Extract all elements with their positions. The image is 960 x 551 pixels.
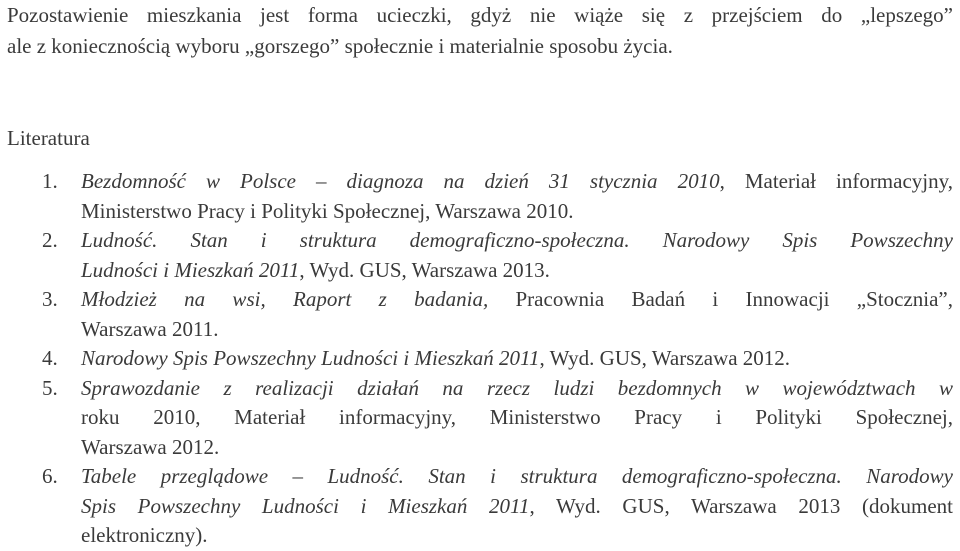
reference-details: Warszawa 2012. [81, 434, 220, 459]
reference-line [81, 433, 953, 463]
reference-details: , Wyd. GUS, Warszawa 2013. [299, 257, 550, 282]
reference-title: Ludności i Mieszkań 2011 [81, 257, 300, 282]
reference-line [81, 462, 953, 492]
reference-line [81, 315, 953, 345]
reference-item-3 [7, 285, 953, 344]
reference-details: roku 2010, Materiał informacyjny, Ministerstwo Pracy i Polityki Społecznej, [81, 405, 953, 429]
reference-item-5 [7, 374, 953, 463]
reference-line [81, 226, 953, 256]
reference-details: Pracownia Badań i Innowacji „Stocznia”, [488, 287, 953, 311]
document-page [7, 0, 954, 547]
reference-title: Bezdomność w Polsce – diagnoza na dzień 31 stycznia 2010 [81, 169, 720, 193]
intro-line-1: Pozostawienie mieszkania jest forma ucieczki, gdyż nie wiąże się z przejściem do „lepszego” [7, 3, 953, 27]
reference-line [81, 492, 953, 522]
reference-line [81, 256, 953, 286]
reference-title: Narodowy Spis Powszechny Ludności i Mieszkań 2011 [81, 346, 540, 370]
reference-item-2 [7, 226, 953, 285]
reference-details: , Materiał informacyjny, [719, 169, 954, 193]
reference-details: elektroniczny). [81, 523, 208, 547]
reference-item-1 [7, 167, 953, 226]
reference-number: 5. [42, 375, 58, 400]
reference-number: 2. [42, 228, 58, 252]
reference-number: 4. [42, 346, 58, 370]
reference-line [81, 344, 953, 374]
reference-line [81, 197, 953, 227]
reference-title: Sprawozdanie z realizacji działań na rzecz ludzi bezdomnych w województwach w [81, 375, 953, 400]
reference-title: Spis Powszechny Ludności i Mieszkań 2011 [81, 493, 530, 518]
reference-title: Młodzież na wsi, Raport z badania, [81, 287, 489, 311]
reference-details: Ministerstwo Pracy i Polityki Społecznej, Warszawa 2010. [81, 198, 574, 223]
reference-line [81, 285, 953, 315]
reference-number: 3. [42, 287, 58, 311]
reference-list [7, 167, 953, 551]
reference-number: 6. [42, 464, 58, 488]
reference-number: 1. [42, 169, 58, 193]
reference-line [81, 403, 953, 433]
intro-paragraph [7, 0, 953, 62]
reference-item-4 [7, 344, 953, 374]
reference-item-6 [7, 462, 953, 551]
reference-details: Warszawa 2011. [81, 316, 219, 341]
reference-title: Ludność. Stan i struktura demograficzno-społeczna. Narodowy Spis Powszechny [81, 228, 953, 252]
reference-title: Tabele przeglądowe – Ludność. Stan i struktura demograficzno-społeczna. Narodowy [81, 464, 953, 488]
intro-line-2: ale z koniecznością wyboru „gorszego” społecznie i materialnie sposobu życia. [7, 34, 673, 58]
reference-line [81, 167, 953, 197]
reference-details: , Wyd. GUS, Warszawa 2012. [539, 346, 791, 370]
reference-details: , Wyd. GUS, Warszawa 2013 (dokument [529, 493, 953, 518]
reference-line [81, 521, 953, 551]
section-heading: Literatura [7, 126, 90, 150]
reference-line [81, 374, 953, 404]
